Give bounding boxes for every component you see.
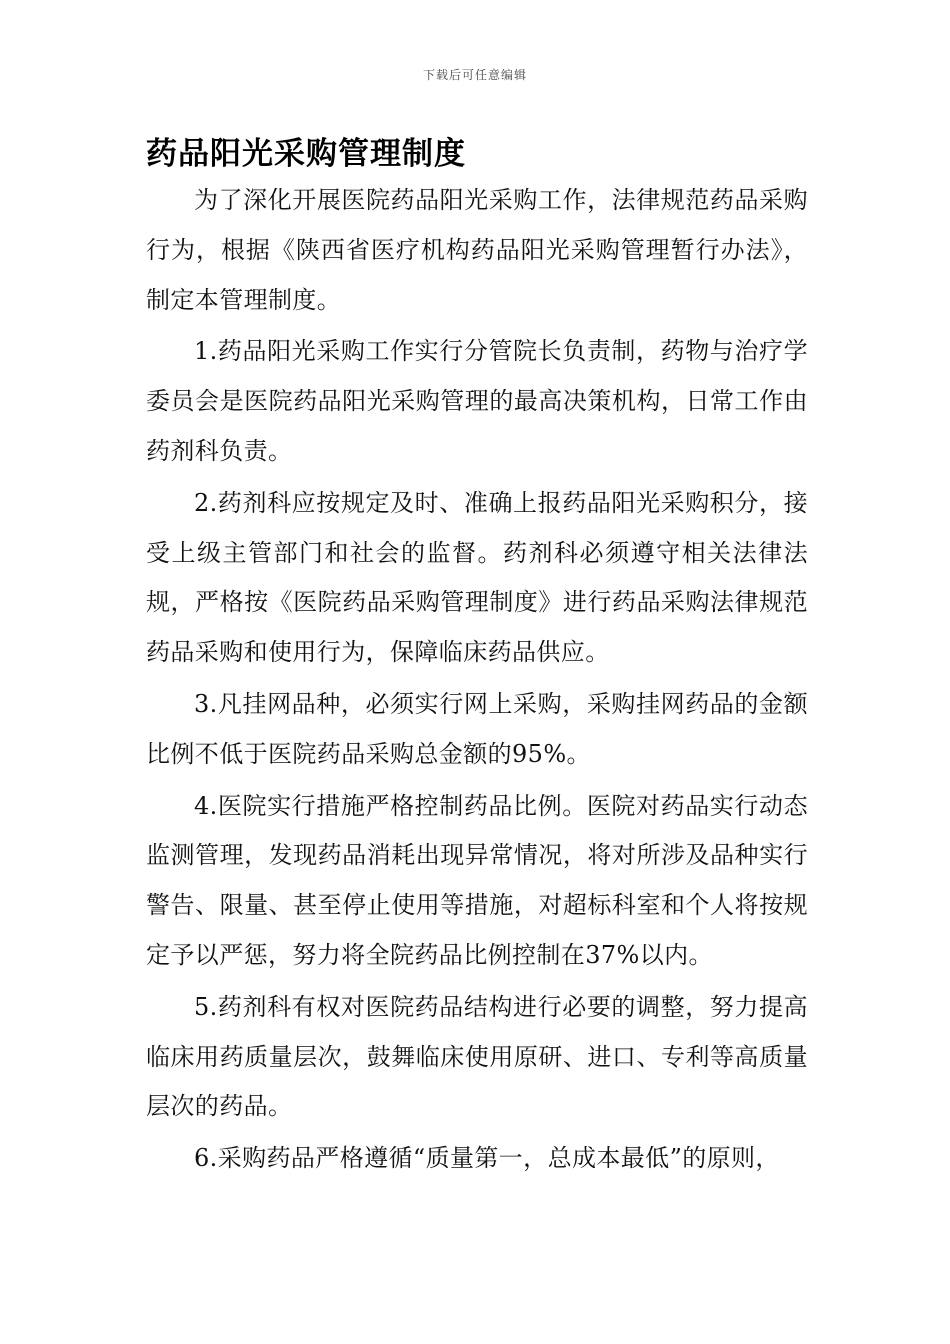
document-title: 药品阳光采购管理制度 xyxy=(146,136,466,172)
document-body xyxy=(146,176,808,1186)
paragraph-intro: 为了深化开展医院药品阳光采购工作，法律规范药品采购行为，根据《陕西省医疗机构药品阳光采购管理暂行办法》，制定本管理制度。 xyxy=(146,186,808,314)
paragraph-item-4: 4.医院实行措施严格控制药品比例。医院对药品实行动态监测管理，发现药品消耗出现异常情况，将对所涉及品种实行警告、限量、甚至停止使用等措施，对超标科室和个人将按规定予以严惩，努力将全院药品比例控制在37%以内。 xyxy=(146,791,808,969)
paragraph-item-6: 6.采购药品严格遵循“质量第一，总成本最低”的原则， xyxy=(194,1144,780,1173)
paragraph-item-3: 3.凡挂网品种，必须实行网上采购，采购挂网药品的金额比例不低于医院药品采购总金额的95%。 xyxy=(146,689,808,768)
header-note: 下载后可任意编辑 xyxy=(422,68,527,82)
paragraph-item-5: 5.药剂科有权对医院药品结构进行必要的调整，努力提高临床用药质量层次，鼓舞临床使用原研、进口、专利等高质量层次的药品。 xyxy=(146,992,808,1121)
paragraph-item-2: 2.药剂科应按规定及时、准确上报药品阳光采购积分，接受上级主管部门和社会的监督。药剂科必须遵守相关法律法规，严格按《医院药品采购管理制度》进行药品采购法律规范药品采购和使用行为，保障临床药品供应。 xyxy=(146,488,808,667)
paragraph-item-1: 1.药品阳光采购工作实行分管院长负责制，药物与治疗学委员会是医院药品阳光采购管理的最高决策机构，日常工作由药剂科负责。 xyxy=(146,337,808,465)
